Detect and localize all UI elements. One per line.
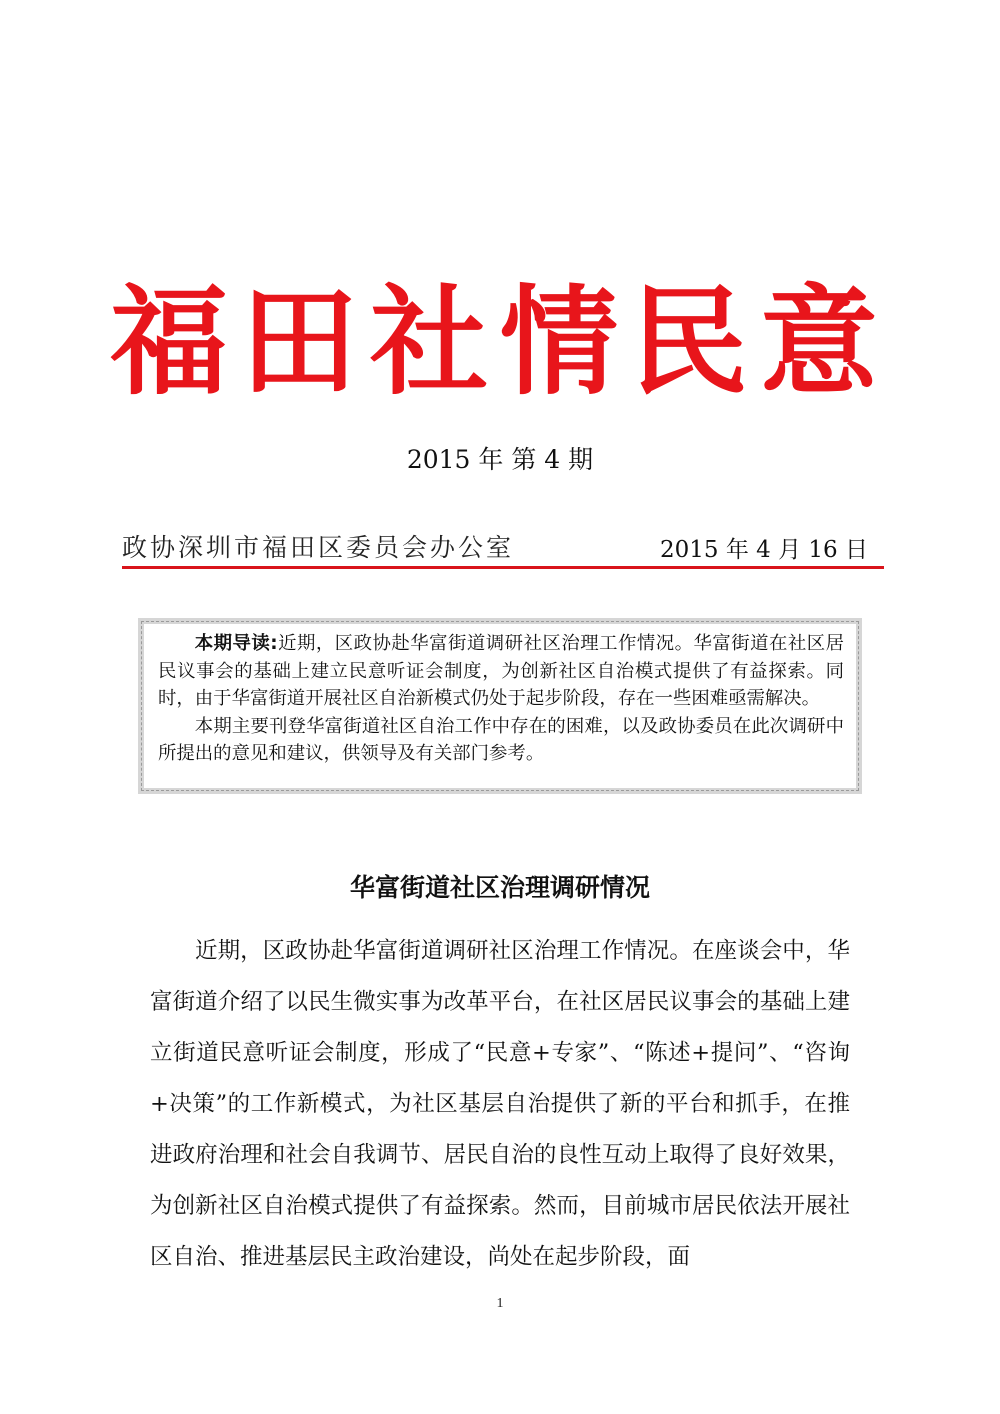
header-red-divider <box>122 566 884 569</box>
lead-paragraph-1 <box>158 630 844 713</box>
masthead-title: 福田社情民意 <box>109 272 890 411</box>
lead-paragraph-1-text: 近期，区政协赴华富街道调研社区治理工作情况。华富街道在社区居民议事会的基础上建立民意听证会制度，为创新社区自治模式提供了有益探索。同时，由于华富街道开展社区自治新模式仍处于起步阶段，存在一些困难亟需解决。 <box>158 633 844 709</box>
issue-number: 2015 年 第 4 期 <box>406 445 594 474</box>
article-title: 华富街道社区治理调研情况 <box>349 873 650 902</box>
lead-paragraph-2: 本期主要刊登华富街道社区自治工作中存在的困难，以及政协委员在此次调研中所提出的意见和建议，供领导及有关部门参考。 <box>158 715 844 764</box>
article-paragraph-1: 近期，区政协赴华富街道调研社区治理工作情况。在座谈会中，华富街道介绍了以民生微实事为改革平台，在社区居民议事会的基础上建立街道民意听证会制度，形成了“民意+专家”、“陈述+提问”、“咨询+决策”的工作新模式，为社区基层自治提供了新的平台和抓手，在推进政府治理和社会自我调节、居民自治的良性互动上取得了良好效果，为创新社区自治模式提供了有益探索。然而，目前城市居民依法开展社区自治、推进基层民主政治建设，尚处在起步阶段，面 <box>150 938 850 1270</box>
lead-label: 本期导读: <box>194 633 278 654</box>
article-body <box>150 926 850 1283</box>
page-number: 1 <box>496 1296 504 1311</box>
lead-summary-box <box>138 618 862 794</box>
issuer-name: 政协深圳市福田区委员会办公室 <box>122 533 515 562</box>
publication-date: 2015 年 4 月 16 日 <box>660 537 868 563</box>
